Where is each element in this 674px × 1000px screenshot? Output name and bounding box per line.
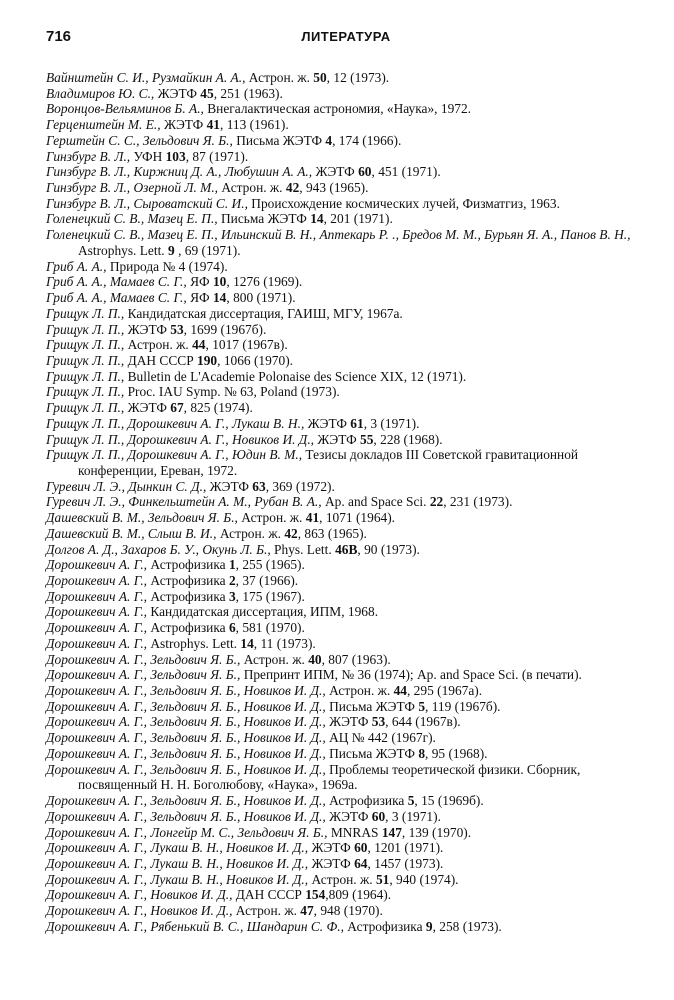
reference-entry xyxy=(46,227,636,258)
reference-volume: 4 xyxy=(325,132,333,148)
reference-source: ЖЭТФ xyxy=(308,840,355,856)
reference-source: Астрон. ж. xyxy=(245,70,314,85)
reference-volume: 67 xyxy=(170,400,184,416)
reference-authors: Гинзбург В. Л., Сыроватский С. И., xyxy=(46,195,248,211)
reference-authors: Дашевский В. М., Зельдович Я. Б., xyxy=(46,510,238,526)
reference-pages-year: , 369 (1972). xyxy=(265,478,335,494)
reference-pages-year: , 1699 (1967б). xyxy=(183,321,267,337)
reference-authors: Грищук Л. П., Дорошкевич А. Г., Новиков И. Д., xyxy=(46,431,315,447)
reference-authors: Дорошкевич А. Г., Зельдович Я. Б., Новиков И. Д., xyxy=(46,683,326,699)
reference-volume: 154 xyxy=(305,887,326,903)
reference-volume: 41 xyxy=(305,510,320,526)
reference-pages-year: , 15 (1969б). xyxy=(414,793,484,809)
reference-entry xyxy=(46,447,636,478)
reference-volume: 51 xyxy=(375,871,390,887)
reference-volume: 63 xyxy=(252,478,266,494)
reference-source: ЖЭТФ xyxy=(160,117,207,133)
reference-source: Astrophys. Lett. xyxy=(78,242,169,258)
reference-source: Астрофизика xyxy=(343,918,426,934)
reference-entry xyxy=(46,322,636,338)
reference-entry xyxy=(46,887,636,903)
reference-source: Астрон. ж. xyxy=(124,337,193,353)
reference-source: Астрон. ж. xyxy=(218,180,286,196)
reference-authors: Дорошкевич А. Г., Зельдович Я. Б., Новиков И. Д., xyxy=(46,745,326,761)
reference-volume: 5 xyxy=(407,793,415,809)
reference-authors: Дашевский В. М., Слыш В. И., xyxy=(46,525,217,541)
reference-pages-year: , 228 (1968). xyxy=(373,431,443,447)
reference-source: Письма ЖЭТФ xyxy=(325,745,419,761)
reference-source: Астрофизика xyxy=(325,793,408,809)
reference-authors: Голенецкий С. В., Мазец Е. П., xyxy=(46,211,218,227)
reference-pages-year: , 3 (1971). xyxy=(363,415,420,431)
reference-list xyxy=(46,70,636,935)
reference-entry xyxy=(46,542,636,558)
reference-authors: Дорошкевич А. Г., Лукаш В. Н., Новиков И. Д., xyxy=(46,855,309,871)
reference-entry xyxy=(46,762,636,793)
reference-authors: Дорошкевич А. Г., xyxy=(46,635,148,651)
reference-entry xyxy=(46,526,636,542)
reference-volume: 44 xyxy=(393,683,407,699)
reference-volume: 5 xyxy=(418,698,426,714)
reference-volume: 60 xyxy=(358,164,372,180)
reference-source: Кандидатская диссертация, ИПМ, 1968. xyxy=(147,604,379,620)
reference-pages-year: , 95 (1968). xyxy=(425,745,488,761)
reference-entry xyxy=(46,164,636,180)
reference-source: ЖЭТФ xyxy=(325,714,372,730)
reference-pages-year: , 113 (1961). xyxy=(220,117,289,133)
reference-source: Астрон. ж. xyxy=(232,903,301,919)
reference-pages-year: , 174 (1966). xyxy=(332,132,402,148)
reference-entry xyxy=(46,337,636,353)
reference-entry xyxy=(46,400,636,416)
reference-source: ЖЭТФ xyxy=(154,85,201,101)
reference-entry xyxy=(46,746,636,762)
reference-entry xyxy=(46,699,636,715)
reference-volume: 47 xyxy=(300,903,314,919)
reference-authors: Гинзбург В. Л., xyxy=(46,148,131,164)
reference-source: Астрофизика xyxy=(147,557,229,573)
reference-entry xyxy=(46,793,636,809)
reference-source: Астрон. ж. xyxy=(216,525,285,541)
reference-source: Природа № 4 (1974). xyxy=(106,258,228,274)
reference-entry xyxy=(46,589,636,605)
reference-pages-year: , 863 (1965). xyxy=(297,525,367,541)
reference-authors: Воронцов-Вельяминов Б. А., xyxy=(46,101,204,117)
reference-entry xyxy=(46,133,636,149)
reference-source: Кандидатская диссертация, ГАИШ, МГУ, 1967а. xyxy=(124,305,403,321)
reference-volume: 14 xyxy=(240,635,254,651)
reference-pages-year: , 231 (1973). xyxy=(443,494,513,510)
reference-volume: 53 xyxy=(170,321,184,337)
reference-volume: 42 xyxy=(284,525,298,541)
reference-entry xyxy=(46,274,636,290)
reference-authors: Дорошкевич А. Г., Зельдович Я. Б., xyxy=(46,651,241,667)
reference-volume: 10 xyxy=(212,274,227,290)
reference-authors: Грищук Л. П., xyxy=(46,337,125,353)
reference-authors: Грищук Л. П., xyxy=(46,352,125,368)
reference-entry xyxy=(46,919,636,935)
reference-entry xyxy=(46,196,636,212)
reference-authors: Дорошкевич А. Г., Зельдович Я. Б., Новиков И. Д., xyxy=(46,698,326,714)
reference-entry xyxy=(46,903,636,919)
reference-pages-year: , 1457 (1973). xyxy=(367,855,444,871)
reference-authors: Дорошкевич А. Г., xyxy=(46,573,148,588)
reference-volume: 46В xyxy=(335,541,358,557)
reference-entry xyxy=(46,840,636,856)
reference-authors: Голенецкий С. В., Мазец Е. П., Ильинский В. Н., Аптекарь Р. ., Бредов М. М., Бурьян Я. А., Панов В. Н., xyxy=(46,227,631,243)
reference-authors: Дорошкевич А. Г., Лонгейр М. С., Зельдович Я. Б., xyxy=(46,824,328,840)
reference-pages-year: , 1017 (1967в). xyxy=(205,337,288,353)
reference-pages-year: , 12 (1973). xyxy=(326,70,390,85)
reference-entry xyxy=(46,683,636,699)
reference-pages-year: , 1071 (1964). xyxy=(319,510,396,526)
reference-source: Письма ЖЭТФ xyxy=(325,698,419,714)
reference-authors: Дорошкевич А. Г., Лукаш В. Н., Новиков И. Д., xyxy=(46,840,309,856)
reference-authors: Дорошкевич А. Г., Зельдович Я. Б., xyxy=(46,667,241,683)
reference-entry xyxy=(46,259,636,275)
reference-volume: 40 xyxy=(308,651,322,667)
reference-source: ЖЭТФ xyxy=(124,400,171,416)
running-title: ЛИТЕРАТУРА xyxy=(301,29,391,44)
reference-pages-year: , 201 (1971). xyxy=(323,211,393,227)
reference-pages-year: , 11 (1973). xyxy=(253,635,316,651)
reference-entry xyxy=(46,353,636,369)
reference-source: Ap. and Space Sci. xyxy=(321,494,430,510)
reference-source: Астрон. ж. xyxy=(325,683,394,699)
reference-authors: Дорошкевич А. Г., Зельдович Я. Б., Новиков И. Д., xyxy=(46,714,326,730)
reference-entry xyxy=(46,290,636,306)
reference-authors: Дорошкевич А. Г., Лукаш В. Н., Новиков И. Д., xyxy=(46,871,309,887)
reference-authors: Дорошкевич А. Г., Зельдович Я. Б., Новиков И. Д., xyxy=(46,761,326,777)
reference-entry xyxy=(46,369,636,385)
reference-pages-year: , 800 (1971). xyxy=(226,290,296,306)
reference-source: ЖЭТФ xyxy=(304,415,351,431)
reference-volume: 6 xyxy=(228,620,236,636)
reference-volume: 14 xyxy=(212,290,227,306)
reference-entry xyxy=(46,86,636,102)
reference-pages-year: ,809 (1964). xyxy=(325,887,392,903)
reference-entry xyxy=(46,211,636,227)
reference-authors: Дорошкевич А. Г., xyxy=(46,588,148,604)
reference-authors: Дорошкевич А. Г., Зельдович Я. Б., Новиков И. Д., xyxy=(46,730,326,746)
reference-entry xyxy=(46,149,636,165)
reference-authors: Грищук Л. П., xyxy=(46,321,125,337)
page-number: 716 xyxy=(46,28,72,45)
reference-authors: Гриб А. А., Мамаев С. Г., xyxy=(46,290,187,306)
reference-source: Письма ЖЭТФ xyxy=(232,132,326,148)
reference-entry xyxy=(46,652,636,668)
reference-source: ЖЭТФ xyxy=(124,321,171,337)
reference-authors: Грищук Л. П., xyxy=(46,384,125,400)
reference-source: Астрофизика xyxy=(147,573,229,588)
reference-volume: 50 xyxy=(313,70,327,85)
reference-volume: 42 xyxy=(285,180,300,196)
reference-volume: 1 xyxy=(228,557,236,573)
reference-volume: 61 xyxy=(350,415,364,431)
reference-entry xyxy=(46,636,636,652)
reference-source: Астрон. ж. xyxy=(240,651,309,667)
reference-source: ЖЭТФ xyxy=(325,808,372,824)
reference-pages-year: , 1066 (1970). xyxy=(217,352,293,368)
reference-authors: Гинзбург В. Л., Озерной Л. М., xyxy=(46,180,219,196)
reference-entry xyxy=(46,306,636,322)
reference-source: Proc. IAU Symp. № 63, Poland (1973). xyxy=(124,384,340,400)
reference-authors: Грищук Л. П., xyxy=(46,400,125,416)
reference-source: ДАН СССР xyxy=(124,352,198,368)
reference-pages-year: , 139 (1970). xyxy=(401,824,472,840)
reference-source: ЖЭТФ xyxy=(314,431,361,447)
reference-entry xyxy=(46,416,636,432)
reference-volume: 3 xyxy=(228,588,236,604)
reference-entry xyxy=(46,180,636,196)
reference-pages-year: , 1276 (1969). xyxy=(226,274,303,290)
reference-entry xyxy=(46,809,636,825)
reference-source: Внегалактическая астрономия, «Наука», 1972. xyxy=(203,101,471,117)
reference-authors: Гуревич Л. Э., Финкельштейн А. М., Рубан В. А., xyxy=(46,494,322,510)
reference-source: АЦ № 442 (1967г). xyxy=(325,730,436,746)
reference-entry xyxy=(46,714,636,730)
reference-authors: Грищук Л. П., Дорошкевич А. Г., Лукаш В. Н., xyxy=(46,415,305,431)
reference-authors: Дорошкевич А. Г., xyxy=(46,620,148,636)
reference-source: Астрофизика xyxy=(147,620,229,636)
reference-volume: 147 xyxy=(381,824,402,840)
reference-volume: 64 xyxy=(354,855,368,871)
reference-authors: Дорошкевич А. Г., xyxy=(46,557,148,573)
page-header xyxy=(46,28,646,50)
reference-authors: Герценштейн М. Е., xyxy=(46,117,161,133)
reference-pages-year: , 69 (1971). xyxy=(174,242,241,258)
reference-volume: 8 xyxy=(418,745,426,761)
reference-entry xyxy=(46,730,636,746)
reference-source: Астрон. ж. xyxy=(237,510,306,526)
reference-pages-year: , 948 (1970). xyxy=(313,903,383,919)
reference-entry xyxy=(46,384,636,400)
reference-pages-year: , 943 (1965). xyxy=(299,180,369,196)
reference-authors: Дорошкевич А. Г., Новиков И. Д., xyxy=(46,903,233,919)
reference-entry xyxy=(46,479,636,495)
reference-authors: Дорошкевич А. Г., Зельдович Я. Б., Новиков И. Д., xyxy=(46,808,326,824)
reference-pages-year: , 175 (1967). xyxy=(235,588,305,604)
reference-source: Астрон. ж. xyxy=(308,871,376,887)
reference-source: MNRAS xyxy=(327,824,382,840)
reference-volume: 190 xyxy=(197,352,218,368)
reference-source: ЯФ xyxy=(186,274,213,290)
reference-pages-year: , 3 (1971). xyxy=(385,808,441,824)
reference-source: Astrophys. Lett. xyxy=(147,635,241,651)
reference-pages-year: , 451 (1971). xyxy=(371,164,441,180)
reference-authors: Гриб А. А., xyxy=(46,258,107,274)
reference-volume: 103 xyxy=(165,148,186,164)
reference-authors: Дорошкевич А. Г., xyxy=(46,604,148,620)
reference-authors: Грищук Л. П., xyxy=(46,368,125,384)
reference-pages-year: , 807 (1963). xyxy=(321,651,391,667)
reference-volume: 44 xyxy=(192,337,206,353)
reference-authors: Гриб А. А., Мамаев С. Г., xyxy=(46,274,187,290)
reference-volume: 9 xyxy=(168,242,175,258)
reference-pages-year: , 258 (1973). xyxy=(432,918,502,934)
reference-entry xyxy=(46,494,636,510)
reference-authors: Грищук Л. П., Дорошкевич А. Г., Юдин В. М., xyxy=(46,447,303,463)
reference-entry xyxy=(46,70,636,86)
reference-entry xyxy=(46,856,636,872)
reference-entry xyxy=(46,101,636,117)
reference-authors: Дорошкевич А. Г., Рябенький В. С., Шандарин С. Ф., xyxy=(46,918,344,934)
reference-source: ЖЭТФ xyxy=(312,164,359,180)
reference-authors: Вайнштейн С. И., Рузмайкин А. А., xyxy=(46,70,246,85)
reference-volume: 22 xyxy=(429,494,444,510)
reference-authors: Дорошкевич А. Г., Зельдович Я. Б., Новиков И. Д., xyxy=(46,793,326,809)
reference-source: ЯФ xyxy=(186,290,213,306)
reference-entry xyxy=(46,557,636,573)
reference-volume: 2 xyxy=(228,573,236,588)
reference-authors: Герштейн С. С., Зельдович Я. Б., xyxy=(46,132,233,148)
reference-entry xyxy=(46,117,636,133)
reference-pages-year: , 644 (1967в). xyxy=(385,714,461,730)
reference-source: Письма ЖЭТФ xyxy=(217,211,311,227)
reference-pages-year: , 90 (1973). xyxy=(357,541,420,557)
reference-pages-year: , 825 (1974). xyxy=(183,400,253,416)
reference-pages-year: , 255 (1965). xyxy=(235,557,305,573)
reference-pages-year: , 251 (1963). xyxy=(213,85,283,101)
reference-pages-year: , 940 (1974). xyxy=(389,871,459,887)
reference-pages-year: , 295 (1967а). xyxy=(406,683,483,699)
reference-entry xyxy=(46,510,636,526)
reference-source: Препринт ИПМ, № 36 (1974); Ap. and Space Sci. (в печати). xyxy=(240,667,582,683)
reference-pages-year: , 87 (1971). xyxy=(185,148,249,164)
reference-authors: Гуревич Л. Э., Дынкин С. Д., xyxy=(46,478,207,494)
reference-volume: 14 xyxy=(310,211,324,227)
reference-pages-year: , 1201 (1971). xyxy=(367,840,444,856)
reference-source: ЖЭТФ xyxy=(308,855,355,871)
reference-source: Тезисы докладов III Советской гравитационной конференции, Ереван, 1972. xyxy=(78,447,579,478)
reference-entry xyxy=(46,872,636,888)
reference-source: Астрофизика xyxy=(147,588,229,604)
reference-source: ДАН СССР xyxy=(232,887,306,903)
reference-authors: Дорошкевич А. Г., Новиков И. Д., xyxy=(46,887,233,903)
reference-volume: 45 xyxy=(200,85,214,101)
reference-pages-year: , 119 (1967б). xyxy=(425,698,501,714)
reference-source: Bulletin de L'Academie Polonaise des Science XIX, 12 (1971). xyxy=(124,368,467,384)
reference-volume: 53 xyxy=(371,714,386,730)
reference-volume: 55 xyxy=(360,431,374,447)
reference-volume: 60 xyxy=(371,808,386,824)
reference-source: Происхождение космических лучей, Физматгиз, 1963. xyxy=(247,195,560,211)
reference-source: Phys. Lett. xyxy=(270,541,336,557)
reference-entry xyxy=(46,667,636,683)
reference-entry xyxy=(46,432,636,448)
reference-authors: Гинзбург В. Л., Киржниц Д. А., Любушин А. А., xyxy=(46,164,313,180)
reference-source: УФН xyxy=(130,148,166,164)
reference-source: ЖЭТФ xyxy=(206,478,253,494)
reference-pages-year: , 581 (1970). xyxy=(235,620,305,636)
reference-volume: 60 xyxy=(354,840,368,856)
reference-entry xyxy=(46,573,636,589)
reference-source: Проблемы теоретической физики. Сборник, посвященный Н. Н. Боголюбову, «Наука», 1969а. xyxy=(78,761,581,793)
reference-entry xyxy=(46,825,636,841)
reference-volume: 9 xyxy=(425,918,433,934)
reference-authors: Грищук Л. П., xyxy=(46,305,125,321)
reference-pages-year: , 37 (1966). xyxy=(235,573,299,588)
reference-entry xyxy=(46,604,636,620)
reference-authors: Долгов А. Д., Захаров Б. У., Окунь Л. Б., xyxy=(46,541,271,557)
reference-volume: 41 xyxy=(206,117,220,133)
reference-entry xyxy=(46,620,636,636)
reference-authors: Владимиров Ю. С., xyxy=(46,85,155,101)
